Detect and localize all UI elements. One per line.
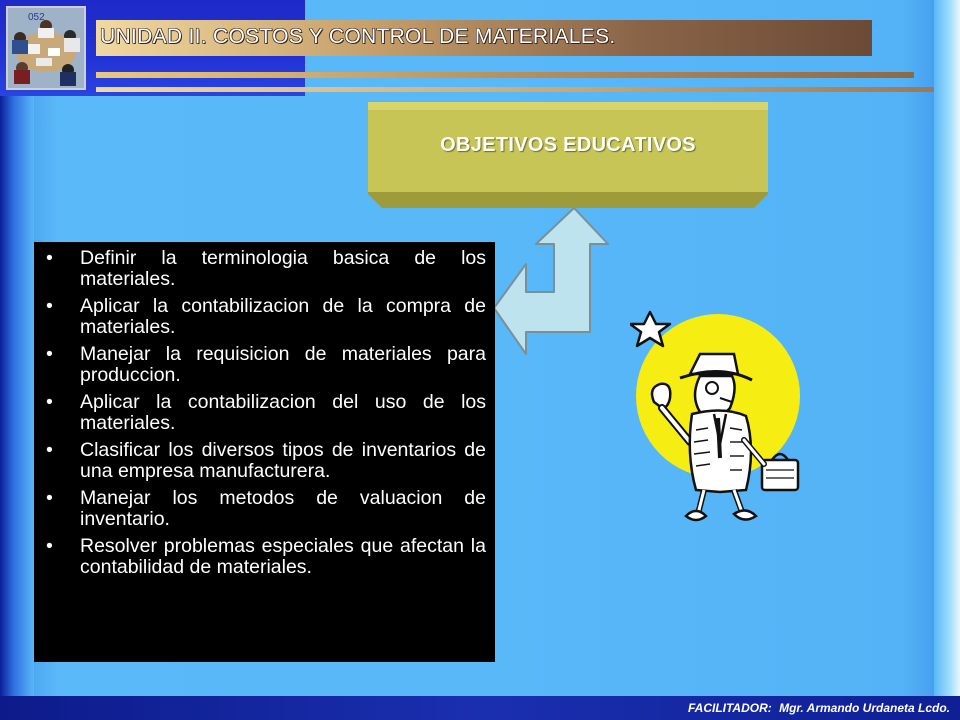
bullet: • <box>46 295 53 317</box>
list-item <box>44 248 486 290</box>
title-underline-2 <box>96 87 934 92</box>
objective-text: Manejar los metodos de valuacion de inventario. <box>80 487 486 530</box>
footer-name: Mgr. Armando Urdaneta Lcdo. <box>779 701 950 715</box>
bullet: • <box>46 439 53 461</box>
title-underline-1 <box>96 72 914 78</box>
objective-text: Manejar la requisicion de materiales para produccion. <box>80 343 486 386</box>
right-edge-gradient <box>934 0 960 696</box>
slide-title: UNIDAD II. COSTOS Y CONTROL DE MATERIALES. <box>100 25 616 48</box>
bent-arrow-icon <box>490 208 610 358</box>
left-edge-gradient <box>0 96 34 696</box>
objective-text: Resolver problemas especiales que afectan la contabilidad de materiales. <box>80 535 486 578</box>
objective-text: Aplicar la contabilizacion del uso de los materiales. <box>80 391 486 434</box>
bullet: • <box>46 247 53 269</box>
svg-text:052: 052 <box>28 12 45 23</box>
bullet: • <box>46 391 53 413</box>
bullet: • <box>46 487 53 509</box>
footer-credit <box>688 701 950 715</box>
list-item <box>44 440 486 482</box>
objective-text: Definir la terminologia basica de los materiales. <box>80 247 486 290</box>
bullet: • <box>46 343 53 365</box>
footer-label: FACILITADOR: <box>687 701 772 715</box>
objectives-label: OBJETIVOS EDUCATIVOS <box>440 134 696 156</box>
bullet: • <box>46 535 53 557</box>
objective-text: Clasificar los diversos tipos de inventarios de una empresa manufacturera. <box>80 439 486 482</box>
meeting-photo <box>6 6 86 90</box>
list-item <box>44 488 486 530</box>
list-item <box>44 536 486 578</box>
list-item <box>44 344 486 386</box>
objective-text: Aplicar la contabilizacion de la compra de materiales. <box>80 295 486 338</box>
objectives-list <box>44 248 486 584</box>
list-item <box>44 392 486 434</box>
list-item <box>44 296 486 338</box>
businessman-with-briefcase-clipart <box>630 310 810 528</box>
